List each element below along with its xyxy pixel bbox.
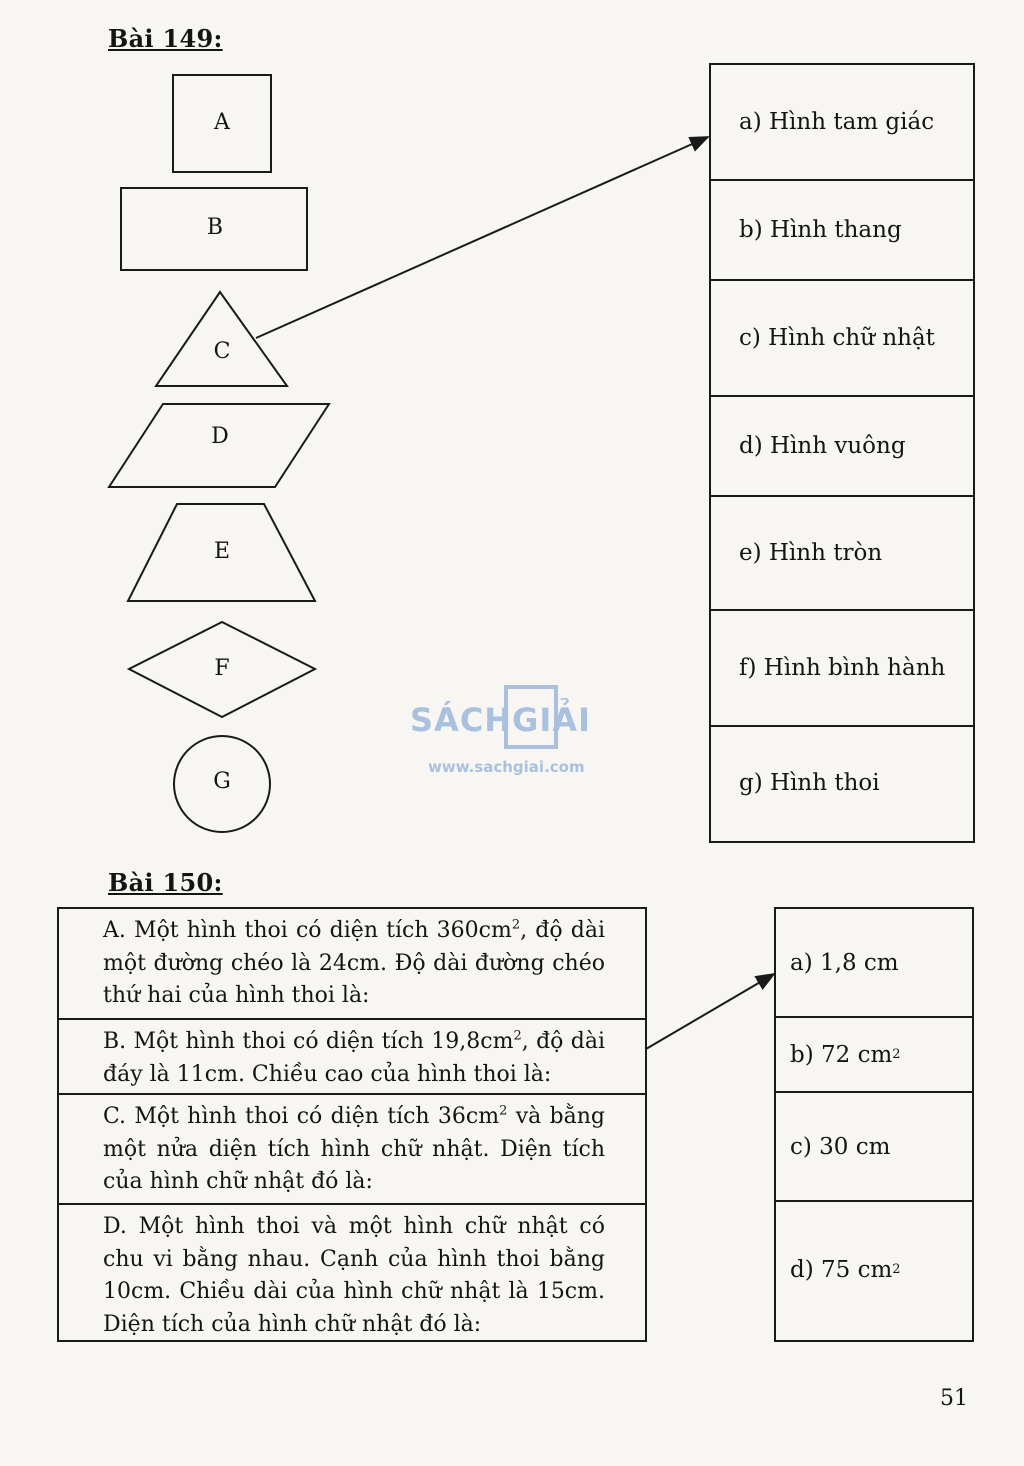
question-cell-d bbox=[59, 1203, 645, 1338]
answer-cell: b) 72 cm 2 bbox=[776, 1016, 972, 1091]
question-text: và bằng một nửa diện tích hình chữ nhật. Diện tích của hình chữ nhật đó là: bbox=[103, 1104, 606, 1194]
answer-cell bbox=[776, 1091, 972, 1200]
question-text: B. Một hình thoi có diện tích 19,8cm bbox=[103, 1029, 514, 1054]
answer-label: a) Hình tam giác bbox=[739, 109, 935, 135]
question-cell-c bbox=[59, 1093, 645, 1203]
exercise-149-title: Bài 149: bbox=[108, 24, 223, 53]
shape-label-c: C bbox=[213, 339, 231, 364]
answer-cell bbox=[711, 495, 973, 609]
answer-label: e) Hình tròn bbox=[739, 540, 883, 566]
shape-label-f: F bbox=[214, 656, 230, 681]
superscript: 2 bbox=[499, 1103, 508, 1119]
exercise-149-answer-column bbox=[709, 63, 975, 843]
answer-label: g) Hình thoi bbox=[739, 770, 880, 796]
shape-label-g: G bbox=[213, 769, 231, 794]
question-text: , độ dài đáy là 11cm. Chiều cao của hình thoi là: bbox=[103, 1029, 606, 1087]
answer-cell bbox=[711, 65, 973, 179]
superscript: 2 bbox=[513, 1028, 522, 1044]
answer-cell bbox=[711, 395, 973, 495]
answer-label: f) Hình bình hành bbox=[739, 655, 946, 681]
connector-b-to-a bbox=[646, 974, 774, 1049]
connector-c-to-a bbox=[256, 137, 708, 338]
answer-cell bbox=[776, 909, 972, 1016]
question-text: D. Một hình thoi và một hình chữ nhật có chu vi bằng nhau. Cạnh của hình thoi bằng 10cm. Chiều dài của hình chữ nhật là 15cm. Diện tích của hình chữ nhật đó là: bbox=[103, 1214, 605, 1337]
shape-label-b: B bbox=[206, 215, 224, 240]
answer-label: d) Hình vuông bbox=[739, 433, 906, 459]
watermark-brand: SÁCHGIẢI bbox=[410, 701, 591, 739]
question-text: A. Một hình thoi có diện tích 360cm bbox=[103, 918, 512, 943]
answer-label: d) 75 cm bbox=[790, 1257, 893, 1283]
shape-label-a: A bbox=[214, 110, 230, 135]
superscript: 2 bbox=[511, 917, 521, 933]
exercise-150-question-column bbox=[57, 907, 647, 1342]
answer-cell bbox=[711, 279, 973, 395]
answer-cell: d) 75 cm 2 bbox=[776, 1200, 972, 1338]
answer-label: c) Hình chữ nhật bbox=[739, 325, 935, 351]
answer-label: b) 72 cm bbox=[790, 1041, 893, 1068]
shape-label-d: D bbox=[211, 424, 229, 449]
answer-label: b) Hình thang bbox=[739, 217, 902, 243]
question-cell-b bbox=[59, 1018, 645, 1093]
answer-label: c) 30 cm bbox=[790, 1133, 891, 1160]
question-cell-a bbox=[59, 909, 645, 1018]
exercise-150-answer-column bbox=[774, 907, 974, 1342]
watermark-url: www.sachgiai.com bbox=[428, 758, 585, 776]
answer-cell bbox=[711, 609, 973, 725]
answer-label: a) 1,8 cm bbox=[790, 949, 899, 976]
page-number: 51 bbox=[940, 1386, 968, 1411]
question-text: , độ dài một đường chéo là 24cm. Độ dài đường chéo thứ hai của hình thoi là: bbox=[103, 918, 605, 1008]
shape-label-e: E bbox=[213, 539, 231, 564]
exercise-150-title: Bài 150: bbox=[108, 868, 223, 897]
question-text: C. Một hình thoi có diện tích 36cm bbox=[103, 1104, 500, 1129]
answer-cell bbox=[711, 725, 973, 839]
watermark bbox=[410, 683, 620, 783]
answer-cell bbox=[711, 179, 973, 279]
